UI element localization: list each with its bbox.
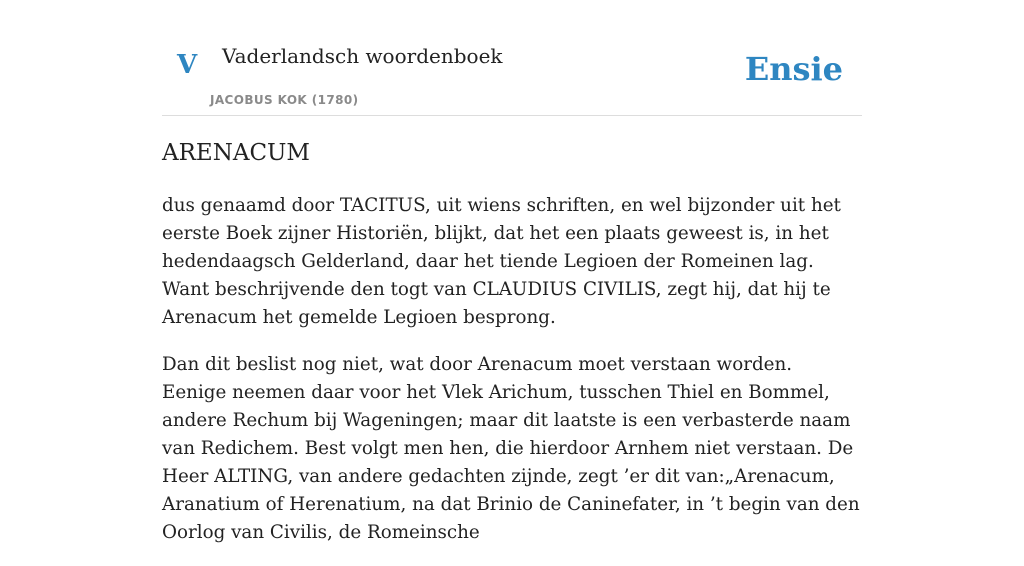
entry-body [162,192,862,566]
book-title-link[interactable]: Vaderlandsch woordenboek [222,44,503,68]
author-label: JACOBUS KOK (1780) [210,93,359,107]
entry-title: ARENACUM [162,140,310,166]
ensie-logo[interactable]: Ensie [744,50,843,88]
letter-index-link[interactable]: V [177,50,198,80]
entry-paragraph: Dan dit beslist nog niet, wat door Arenacum moet verstaan worden. Eenige neemen daar voor het Vlek Arichum, tusschen Thiel en Bommel, andere Rechum bij Wageningen; maar dit laatste is een verbasterde naam van Redichem. Best volgt men hen, die hierdoor Arnhem niet verstaan. De Heer ALTING, van andere gedachten zijnde, zegt ’er dit van:„Arenacum, Aranatium of Herenatium, na dat Brinio de Caninefater, in ’t begin van den Oorlog van Civilis, de Romeinsche [162,354,860,543]
header [162,0,862,116]
entry-paragraph: dus genaamd door TACITUS, uit wiens schriften, en wel bijzonder uit het eerste Boek zijner Historiën, blijkt, dat het een plaats geweest is, in het hedendaagsch Gelderland, daar het tiende Legioen der Romeinen lag. Want beschrijvende den togt van CLAUDIUS CIVILIS, zegt hij, dat hij te Arenacum het gemelde Legioen besprong. [162,195,841,328]
